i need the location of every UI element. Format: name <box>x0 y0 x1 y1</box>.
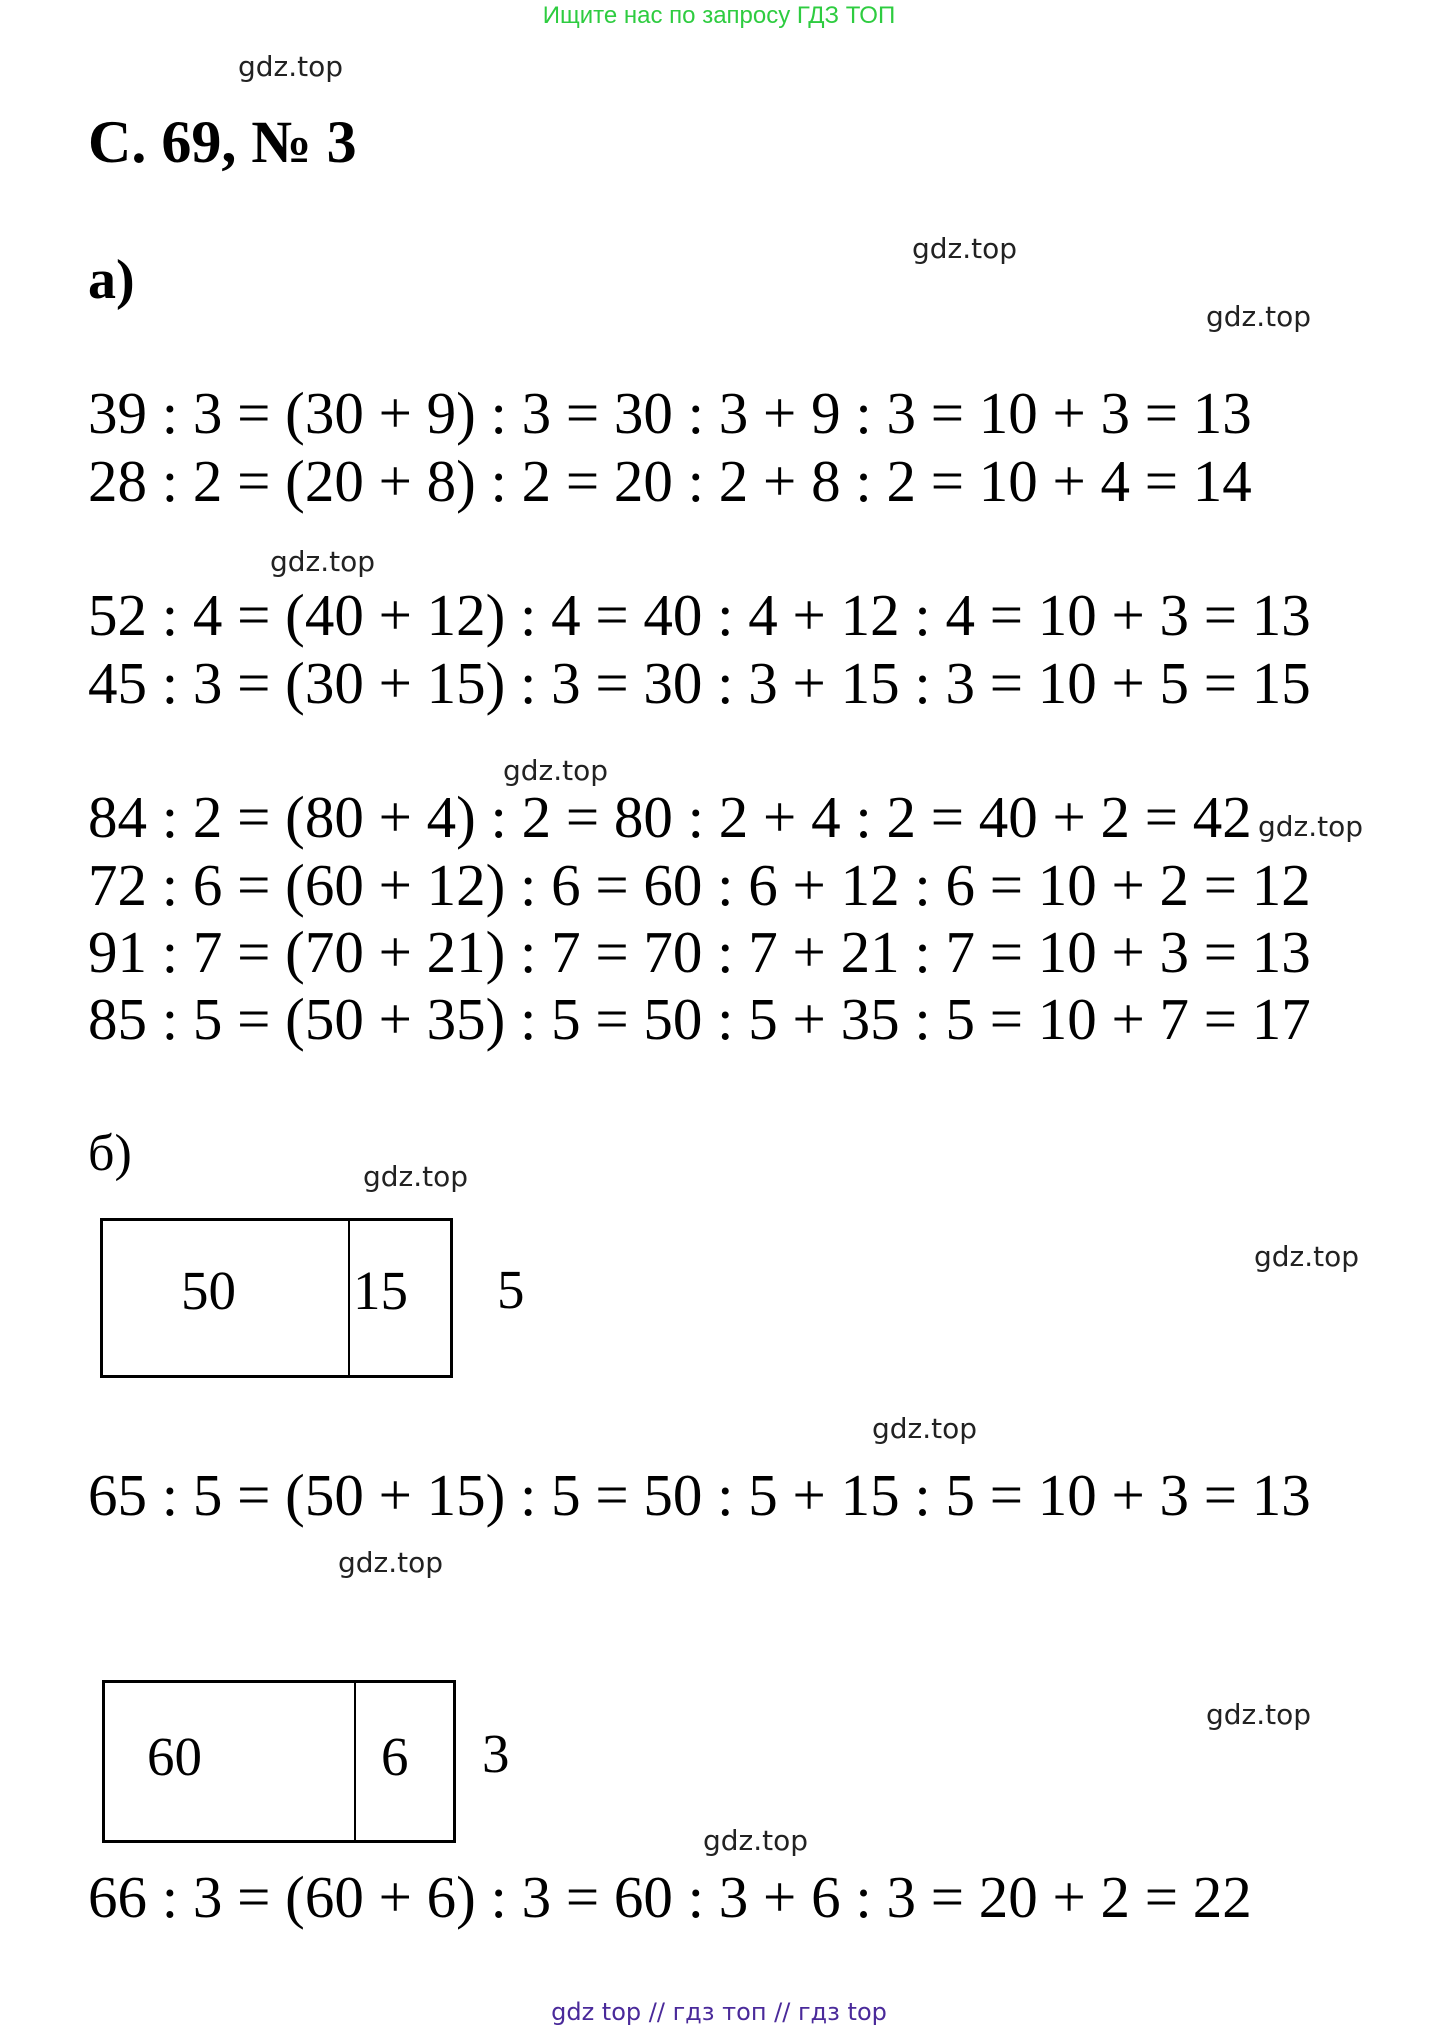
watermark: gdz.top <box>363 1160 469 1193</box>
watermark: gdz.top <box>872 1412 978 1445</box>
watermark: gdz.top <box>503 754 609 787</box>
watermark: gdz.top <box>270 545 376 578</box>
search-banner: Ищите нас по запросу ГДЗ ТОП <box>542 2 896 29</box>
watermark: gdz.top <box>1258 810 1364 843</box>
equation-line: 84 : 2 = (80 + 4) : 2 = 80 : 2 + 4 : 2 = 40 + 2 = 42 <box>88 784 1252 850</box>
footer-watermark: gdz top // гдз топ // гдз top <box>551 1998 887 2026</box>
diagram-divisor: 5 <box>497 1259 525 1320</box>
segment-diagram <box>100 1218 453 1378</box>
equation-line: 28 : 2 = (20 + 8) : 2 = 20 : 2 + 8 : 2 = 10 + 4 = 14 <box>88 448 1252 514</box>
segment-divider <box>354 1683 356 1840</box>
segment-diagram <box>102 1680 456 1843</box>
watermark: gdz.top <box>1206 1698 1312 1731</box>
equation-line: 45 : 3 = (30 + 15) : 3 = 30 : 3 + 15 : 3 = 10 + 5 = 15 <box>88 650 1311 716</box>
equation-line: 66 : 3 = (60 + 6) : 3 = 60 : 3 + 6 : 3 = 20 + 2 = 22 <box>88 1864 1252 1930</box>
equation-line: 72 : 6 = (60 + 12) : 6 = 60 : 6 + 12 : 6 = 10 + 2 = 12 <box>88 852 1311 918</box>
equation-line: 65 : 5 = (50 + 15) : 5 = 50 : 5 + 15 : 5 = 10 + 3 = 13 <box>88 1462 1311 1528</box>
watermark: gdz.top <box>238 50 344 83</box>
part-a-label: а) <box>88 249 135 311</box>
watermark: gdz.top <box>338 1546 444 1579</box>
watermark: gdz.top <box>912 232 1018 265</box>
equation-line: 91 : 7 = (70 + 21) : 7 = 70 : 7 + 21 : 7 = 10 + 3 = 13 <box>88 919 1311 985</box>
part-b-label: б) <box>88 1125 132 1182</box>
diagram-left-value: 60 <box>147 1726 202 1787</box>
diagram-left-value: 50 <box>181 1260 236 1321</box>
diagram-right-value: 6 <box>381 1726 409 1787</box>
equation-line: 52 : 4 = (40 + 12) : 4 = 40 : 4 + 12 : 4 = 10 + 3 = 13 <box>88 582 1311 648</box>
segment-divider <box>348 1221 350 1375</box>
diagram-divisor: 3 <box>482 1723 510 1784</box>
page-title: С. 69, № 3 <box>88 109 357 175</box>
watermark: gdz.top <box>703 1824 809 1857</box>
watermark: gdz.top <box>1206 300 1312 333</box>
equation-line: 85 : 5 = (50 + 35) : 5 = 50 : 5 + 35 : 5 = 10 + 7 = 17 <box>88 986 1311 1052</box>
diagram-right-value: 15 <box>353 1260 408 1321</box>
equation-line: 39 : 3 = (30 + 9) : 3 = 30 : 3 + 9 : 3 = 10 + 3 = 13 <box>88 380 1252 446</box>
watermark: gdz.top <box>1254 1240 1360 1273</box>
